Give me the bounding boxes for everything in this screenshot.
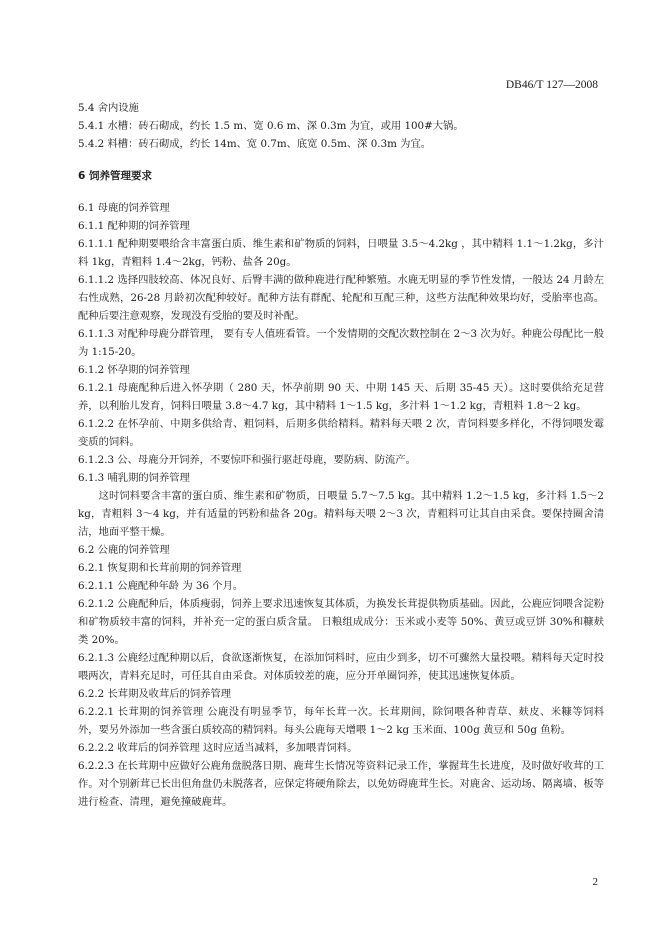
clause-6-2-1-2: 6.2.1.2 公鹿配种后，体质瘦弱，饲养上要求迅速恢复其体质，为换发长茸提供物质基础。因此，公鹿应饲喂含淀粉和矿物质较丰富的饲料，并补充一定的蛋白质含量。 日粮组成成分：玉米或小麦等 50%、黄豆或豆饼 30%和糠麸类 20%。 bbox=[78, 598, 604, 646]
chapter-6-title: 6 饲养管理要求 bbox=[78, 170, 152, 182]
clause-6-1-2-1: 6.1.2.1 母鹿配种后进入怀孕期（ 280 天，怀孕前期 90 天、中期 145 天、后期 35-45 天）。这时要供给充足营养，以利胎儿发育，饲料日喂量 3.8～4.7 kg，其中精料 1～1.5 kg，多汁料 1～1.2 kg，青粗料 1.8～2 kg。 bbox=[78, 382, 604, 412]
section-6-2-title: 6.2 公鹿的饲养管理 bbox=[78, 544, 170, 556]
section-6-1-title: 6.1 母鹿的饲养管理 bbox=[78, 202, 170, 214]
clause-6-2-1-3: 6.2.1.3 公鹿经过配种期以后，食欲逐渐恢复，在添加饲料时，应由少到多，切不可骤然大量投喂。精料每天定时投喂两次，青料充足时，可任其自由采食。对体质较差的鹿，应分开单圈饲养，使其迅速恢复体质。 bbox=[78, 652, 604, 682]
document-body bbox=[78, 99, 604, 811]
clause-6-1-3-body: 这时饲料要含丰富的蛋白质、维生素和矿物质，日喂量 5.7～7.5 kg。其中精料 1.2～1.5 kg，多汁料 1.5～2 kg，青粗料 3～4 kg，并有适量的钙粉和盐各 20g。精料每天喂 2～3 次，青粗料可让其自由采食。要保持圈舍清洁，地面平整干燥。 bbox=[78, 490, 604, 538]
clause-6-2-1-1: 6.2.1.1 公鹿配种年龄 为 36 个月。 bbox=[78, 580, 244, 592]
clause-6-1-1-2: 6.1.1.2 选择四肢较高、体况良好、后臀丰满的做种鹿进行配种繁殖。水鹿无明显的季节性发情，一般达 24 月龄左右性成熟，26-28 月龄初次配种较好。配种方法有群配、轮配和互配三种，这些方法配种效果均好，受胎率也高。配种后要注意观察，发现没有受胎的要及时补配。 bbox=[78, 274, 604, 322]
section-6-1-3-title: 6.1.3 哺乳期的饲养管理 bbox=[78, 472, 190, 484]
clause-6-1-1-1: 6.1.1.1 配种期要喂给含丰富蛋白质、维生素和矿物质的饲料，日喂量 3.5～4.2kg ，其中精料 1.1～1.2kg，多汁料 1kg，青粗料 1.4～2kg，钙粉、盐各 20g。 bbox=[78, 238, 604, 268]
section-6-2-2-title: 6.2.2 长茸期及收茸后的饲养管理 bbox=[78, 688, 232, 700]
page-number: 2 bbox=[592, 876, 598, 888]
clause-6-2-2-1: 6.2.2.1 长茸期的饲养管理 公鹿没有明显季节，每年长茸一次。长茸期间，除饲喂各种青草、麸皮、米糠等饲料外，要另外添加一些含蛋白质较高的精饲料。每头公鹿每天增喂 1～2 kg 玉米面、100g 黄豆和 50g 鱼粉。 bbox=[78, 706, 604, 736]
clause-6-1-2-3: 6.1.2.3 公、母鹿分开饲养，不要惊吓和强行驱赶母鹿，要防病、防流产。 bbox=[78, 454, 416, 466]
clause-5-4-1: 5.4.1 水槽：砖石砌成，约长 1.5 m、宽 0.6 m、深 0.3m 为宜，或用 100#大锅。 bbox=[78, 120, 464, 132]
clause-6-1-1-3: 6.1.1.3 对配种母鹿分群管理， 要有专人值班看管。一个发情期的交配次数控制在 2～3 次为好。种鹿公母配比一般为 1:15-20。 bbox=[78, 328, 604, 358]
section-6-2-1-title: 6.2.1 恢复期和长茸前期的饲养管理 bbox=[78, 562, 242, 574]
clause-5-4-2: 5.4.2 料槽：砖石砌成，约长 14m、宽 0.7m、底宽 0.5m、深 0.3m 为宜。 bbox=[78, 138, 432, 150]
clause-6-2-2-3: 6.2.2.3 在长茸期中应做好公鹿角盘脱落日期、鹿茸生长情况等资料记录工作，掌握茸生长进度，及时做好收茸的工作。对个别新茸已长出但角盘仍未脱落者，应保定将硬角除去，以免妨碍鹿茸生长。对鹿舍、运动场、隔离墙、板等进行检查、清理，避免撞破鹿茸。 bbox=[78, 760, 604, 808]
clause-6-2-2-2: 6.2.2.2 收茸后的饲养管理 这时应适当减料，多加喂青饲料。 bbox=[78, 742, 358, 754]
clause-6-1-2-2: 6.1.2.2 在怀孕前、中期多供给青、粗饲料，后期多供给精料。精料每天喂 2 次，青饲料要多样化，不得饲喂发霉变质的饲料。 bbox=[78, 418, 604, 448]
document-code: DB46/T 127—2008 bbox=[505, 79, 598, 91]
section-5-4-title: 5.4 舍内设施 bbox=[78, 102, 139, 114]
section-6-1-1-title: 6.1.1 配种期的饲养管理 bbox=[78, 220, 190, 232]
section-6-1-2-title: 6.1.2 怀孕期的饲养管理 bbox=[78, 364, 190, 376]
